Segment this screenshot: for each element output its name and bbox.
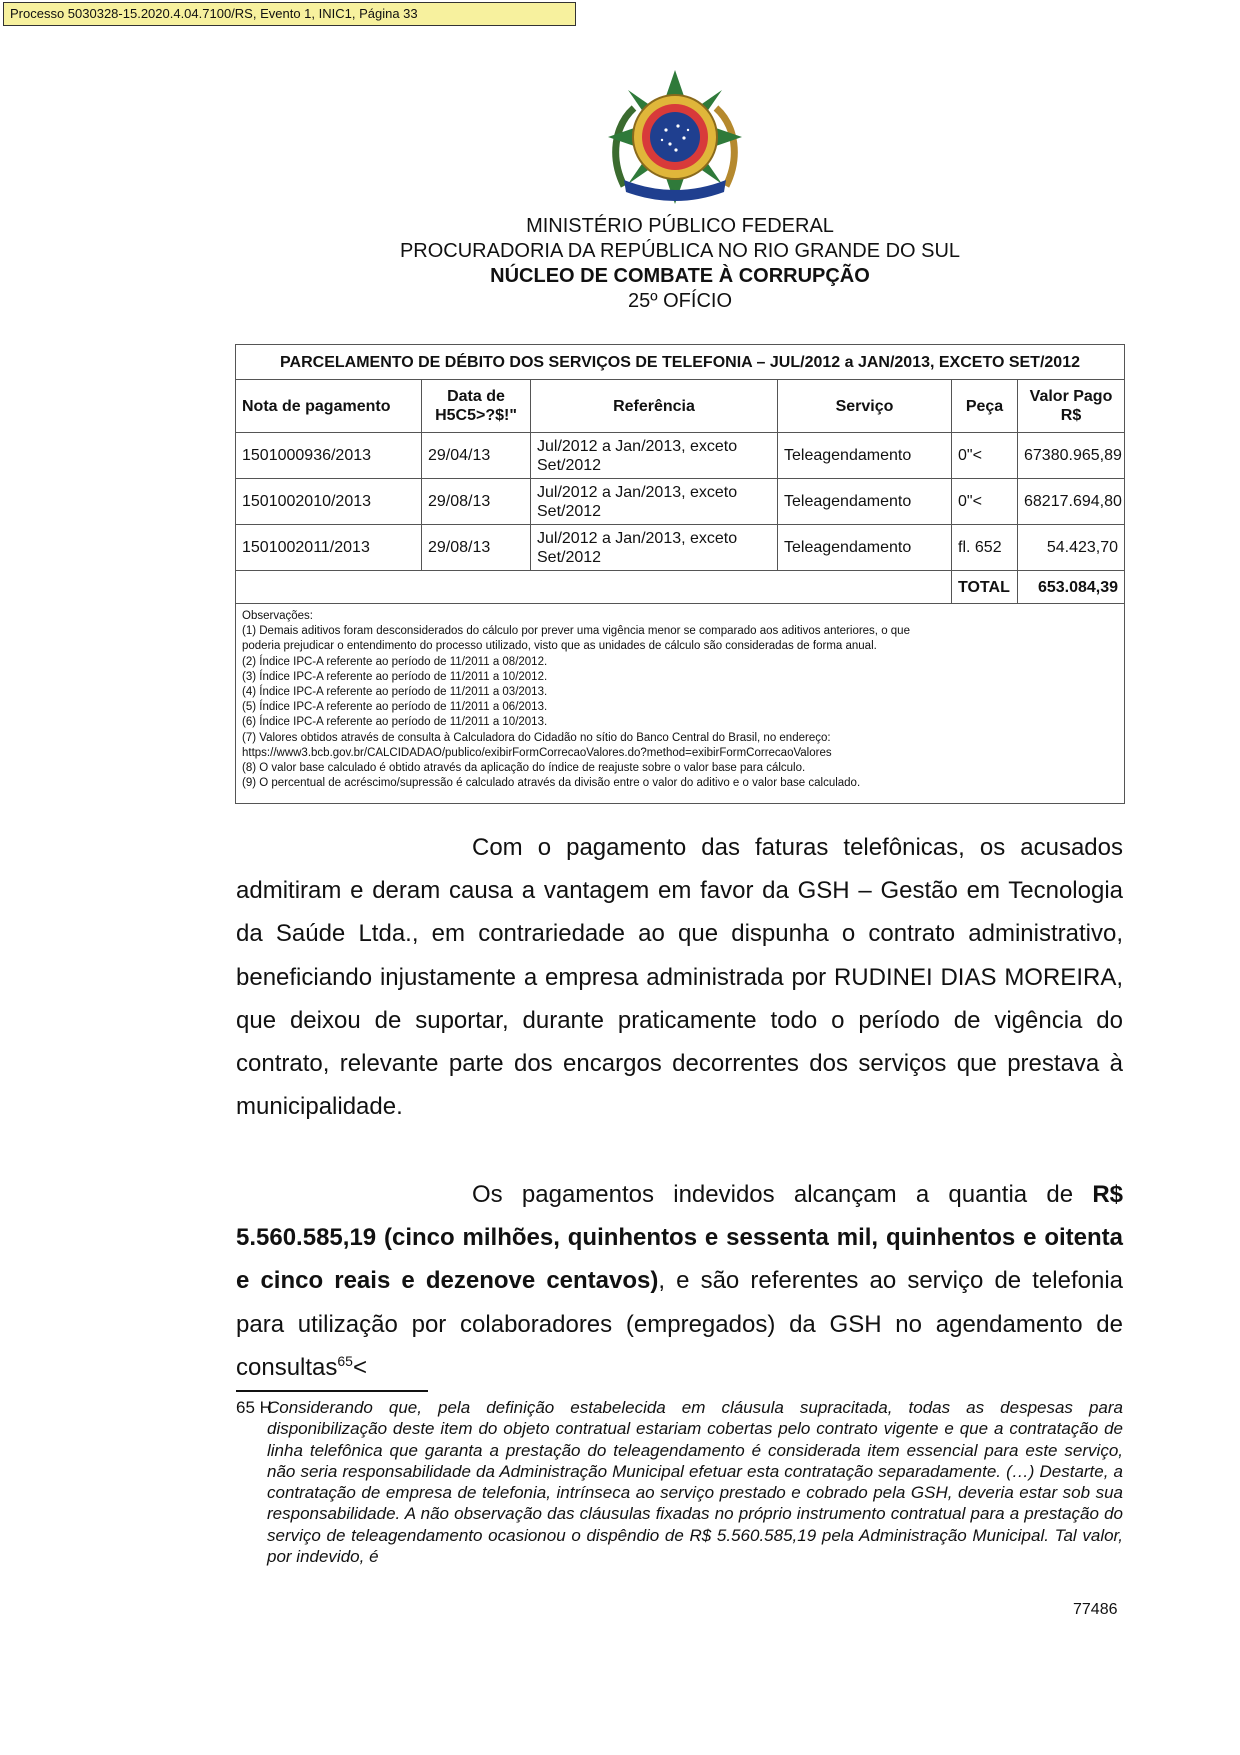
institution-header [280, 214, 1080, 314]
col-header-nota: Nota de pagamento [236, 380, 422, 433]
observation-line: (1) Demais aditivos foram desconsiderados do cálculo por prever uma vigência menor se comparado aos aditivos anteriores, o que [242, 625, 910, 638]
cell-valor: 54.423,70 [1018, 525, 1125, 571]
footnote-reference[interactable]: 65 [337, 1352, 353, 1369]
page-number: 77486 [1073, 1601, 1118, 1618]
paragraph-2-text-b: , e são referentes ao serviço de telefonia para utilização por colaboradores (empregados) da GSH no agendamento de consultas [236, 1267, 1123, 1381]
paragraph-2-text-a: Os pagamentos indevidos alcançam a quantia de [472, 1181, 1093, 1208]
observation-line: (4) Índice IPC-A referente ao período de 11/2011 a 03/2013. [242, 686, 548, 699]
col-header-servico: Serviço [778, 380, 952, 433]
cell-servico: Teleagendamento [778, 525, 952, 571]
cell-referencia [531, 525, 778, 571]
observation-line: (6) Índice IPC-A referente ao período de 11/2011 a 10/2013. [242, 716, 548, 729]
process-stamp: Processo 5030328-15.2020.4.04.7100/RS, Evento 1, INIC1, Página 33 [3, 2, 576, 26]
cell-referencia-line2: Set/2012 [537, 456, 602, 474]
total-label: TOTAL [952, 571, 1018, 604]
table-title: PARCELAMENTO DE DÉBITO DOS SERVIÇOS DE TELEFONIA – JUL/2012 a JAN/2013, EXCETO SET/2012 [236, 345, 1125, 380]
cell-peca: 0"< [952, 479, 1018, 525]
total-row [236, 571, 1125, 604]
cell-servico: Teleagendamento [778, 479, 952, 525]
table-row [236, 525, 1125, 571]
cell-valor: 67380.965,89 [1018, 433, 1125, 479]
cell-nota: 1501000936/2013 [236, 433, 422, 479]
cell-valor: 68217.694,80 [1018, 479, 1125, 525]
observation-line: (8) O valor base calculado é obtido através da aplicação do índice de reajuste sobre o valor base para cálculo. [242, 762, 806, 775]
total-row-blank [236, 571, 952, 604]
cell-data: 29/08/13 [422, 525, 531, 571]
col-header-data-line2: H5C5>?$!" [435, 407, 517, 424]
observations-heading: Observações: [242, 610, 313, 622]
cell-referencia-line2: Set/2012 [537, 548, 602, 566]
footnote-number: 65 H [236, 1398, 272, 1417]
observation-line: (5) Índice IPC-A referente ao período de 11/2011 a 06/2013. [242, 701, 548, 714]
cell-data: 29/04/13 [422, 433, 531, 479]
cell-referencia-line1: Jul/2012 a Jan/2013, exceto [537, 529, 738, 547]
col-header-data-line1: Data de [447, 388, 505, 405]
col-header-valor-line2: R$ [1060, 407, 1082, 424]
footnote-separator [236, 1390, 428, 1392]
debt-installment-table [235, 344, 1125, 804]
cell-peca: fl. 652 [952, 525, 1018, 571]
cell-referencia-line1: Jul/2012 a Jan/2013, exceto [537, 437, 738, 455]
header-line-4: 25º OFÍCIO [628, 290, 732, 312]
observation-line: poderia prejudicar o entendimento do processo utilizado, visto que as unidades de cálculo são consideradas de forma anual. [242, 640, 877, 653]
col-header-valor-line1: Valor Pago [1029, 388, 1113, 405]
cell-referencia [531, 479, 778, 525]
total-value: 653.084,39 [1018, 571, 1125, 604]
observation-line: (7) Valores obtidos através de consulta à Calculadora do Cidadão no sítio do Banco Central do Brasil, no endereço: [242, 731, 831, 744]
national-coat-of-arms-seal [606, 68, 744, 206]
paragraph-1-text: Com o pagamento das faturas telefônicas, os acusados admitiram e deram causa a vantagem em favor da GSH – Gestão em Tecnologia da Saúde Ltda., em contrariedade ao que dispunha o contrato administrativo, beneficiando injustamente a empresa administrada por RUDINEI DIAS MOREIRA, que deixou de suportar, durante praticamente todo o período de vigência do contrato, relevante parte dos encargos decorrentes dos serviços que prestava à municipalidade. [236, 834, 1123, 1121]
col-header-data [422, 380, 531, 433]
paragraph-payments-advantage [236, 826, 1123, 1128]
header-line-2: PROCURADORIA DA REPÚBLICA NO RIO GRANDE DO SUL [399, 240, 961, 262]
observation-line: (2) Índice IPC-A referente ao período de 11/2011 a 08/2012. [242, 655, 548, 668]
cell-data: 29/08/13 [422, 479, 531, 525]
cell-referencia-line1: Jul/2012 a Jan/2013, exceto [537, 483, 738, 501]
undue-amount: R$ 5.560.585,19 (cinco milhões, quinhentos e sessenta mil, quinhentos e oitenta e cinco reais e dezenove centavos) [236, 1181, 1123, 1295]
cell-referencia-line2: Set/2012 [537, 502, 602, 520]
cell-peca: 0"< [952, 433, 1018, 479]
header-line-1: MINISTÉRIO PÚBLICO FEDERAL [526, 215, 834, 237]
observation-line: (9) O percentual de acréscimo/supressão é calculado através da divisão entre o valor do aditivo e o valor base calculado. [242, 777, 861, 790]
cell-nota: 1501002011/2013 [236, 525, 422, 571]
col-header-peca: Peça [952, 380, 1018, 433]
paragraph-undue-payments [236, 1173, 1123, 1389]
observation-line: (3) Índice IPC-A referente ao período de 11/2011 a 10/2012. [242, 670, 548, 683]
col-header-valor [1018, 380, 1125, 433]
cell-nota: 1501002010/2013 [236, 479, 422, 525]
table-row [236, 433, 1125, 479]
table-row [236, 479, 1125, 525]
paragraph-2-trail: < [352, 1353, 367, 1381]
cell-servico: Teleagendamento [778, 433, 952, 479]
col-header-referencia: Referência [531, 380, 778, 433]
footnote-65 [236, 1397, 1123, 1567]
header-line-3: NÚCLEO DE COMBATE À CORRUPÇÃO [490, 265, 870, 287]
footnote-text: Considerando que, pela definição estabelecida em cláusula supracitada, todas as despesas para disponibilização deste item do objeto contratual estariam cobertas pelo contrato vigente e que a contratação de linha telefônica que garanta a prestação do teleagendamento é considerada item essencial para este serviço, não seria responsabilidade da Administração Municipal efetuar esta contratação separadamente. (…) Destarte, a contratação de empresa de telefonia, intrínseca ao serviço prestado e cobrado pela GSH, deveria estar sob sua responsabilidade. A não observação das cláusulas fixadas no próprio instrumento contratual para a prestação do serviço de teleagendamento ocasionou o dispêndio de R$ 5.560.585,19 pela Administração Municipal. Tal valor, por indevido, é [267, 1398, 1123, 1567]
cell-referencia [531, 433, 778, 479]
observations-block [236, 604, 1125, 804]
observation-url: https://www3.bcb.gov.br/CALCIDADAO/publico/exibirFormCorrecaoValores.do?method=exibirFormCorrecaoValores [242, 746, 832, 759]
